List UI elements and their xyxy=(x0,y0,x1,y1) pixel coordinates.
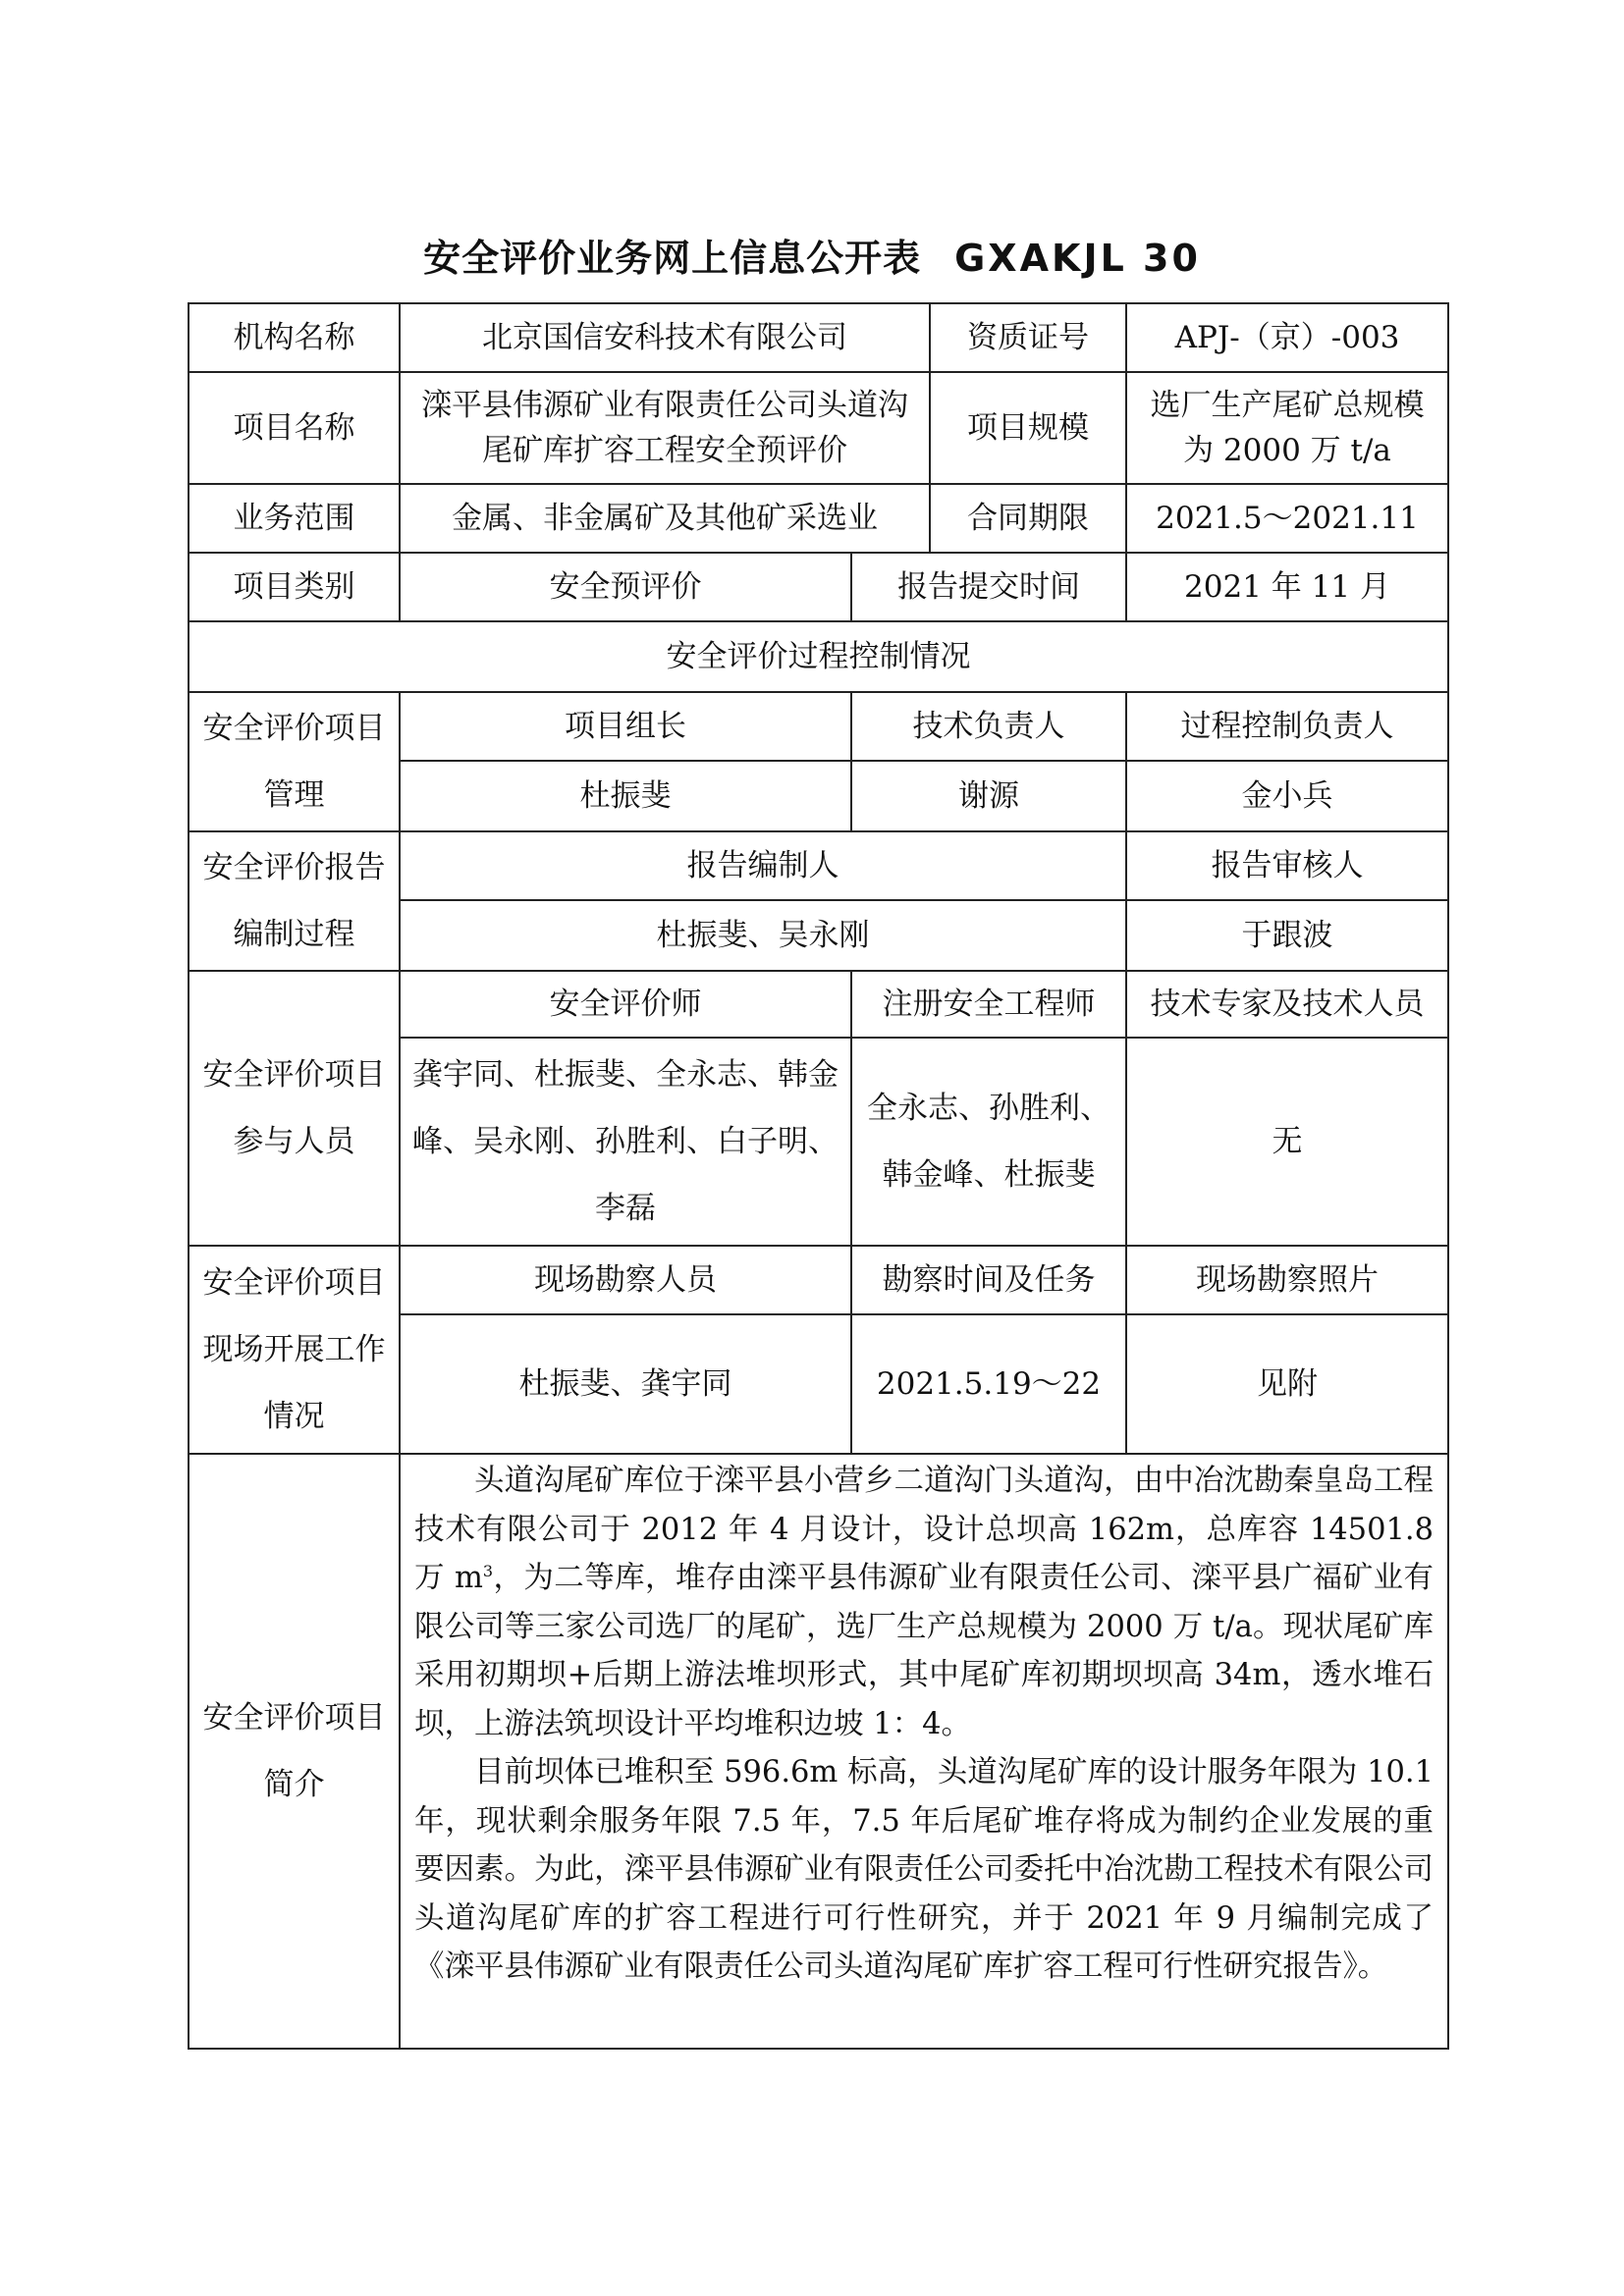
report-reviewer: 于跟波 xyxy=(1126,900,1448,971)
scope-value: 金属、非金属矿及其他矿采选业 xyxy=(400,484,930,553)
contract-label: 合同期限 xyxy=(930,484,1126,553)
participants-engineers: 全永志、孙胜利、韩金峰、杜振斐 xyxy=(851,1038,1126,1246)
intro-text xyxy=(400,1454,1448,2049)
process-header: 安全评价过程控制情况 xyxy=(189,621,1448,692)
mgmt-label: 安全评价项目管理 xyxy=(189,692,400,831)
intro-label: 安全评价项目简介 xyxy=(189,1454,400,2049)
intro-p1-part-b: ，为二等库，堆存由滦平县伟源矿业有限责任公司、滦平县广福矿业有限公司等三家公司选厂的尾矿，选厂生产总规模为 2000 万 t/a。现状尾矿库采用初期坝+后期上游法堆坝形式，其中尾矿库初期坝坝高 34m，透水堆石坝，上游法筑坝设计平均堆积边坡 1：4。 xyxy=(414,1561,1434,1741)
contract-value: 2021.5～2021.11 xyxy=(1126,484,1448,553)
form-code: GXAKJL 30 xyxy=(954,237,1201,280)
report-header-reviewer: 报告审核人 xyxy=(1126,831,1448,900)
participants-header-engineer: 注册安全工程师 xyxy=(851,971,1126,1038)
cert-label: 资质证号 xyxy=(930,303,1126,372)
document-title xyxy=(0,228,1624,282)
participants-header-evaluator: 安全评价师 xyxy=(400,971,851,1038)
participants-header-expert: 技术专家及技术人员 xyxy=(1126,971,1448,1038)
site-time: 2021.5.19～22 xyxy=(851,1314,1126,1454)
participants-experts: 无 xyxy=(1126,1038,1448,1246)
scale-value: 选厂生产尾矿总规模为 2000 万 t/a xyxy=(1126,372,1448,484)
mgmt-leader: 杜振斐 xyxy=(400,761,851,831)
participants-label: 安全评价项目参与人员 xyxy=(189,971,400,1246)
site-photo: 见附 xyxy=(1126,1314,1448,1454)
report-header-author: 报告编制人 xyxy=(400,831,1126,900)
intro-paragraph-1 xyxy=(414,1457,1434,1748)
mgmt-header-leader: 项目组长 xyxy=(400,692,851,761)
info-table xyxy=(188,302,1449,2050)
mgmt-tech: 谢源 xyxy=(851,761,1126,831)
submit-value: 2021 年 11 月 xyxy=(1126,553,1448,621)
org-value: 北京国信安科技术有限公司 xyxy=(400,303,930,372)
cert-value: APJ-（京）-003 xyxy=(1126,303,1448,372)
site-header-staff: 现场勘察人员 xyxy=(400,1246,851,1314)
mgmt-header-tech: 技术负责人 xyxy=(851,692,1126,761)
site-label: 安全评价项目现场开展工作情况 xyxy=(189,1246,400,1454)
intro-p1-superscript: 3 xyxy=(482,1561,494,1580)
intro-p1-part-a: 头道沟尾矿库位于滦平县小营乡二道沟门头道沟，由中冶沈勘秦皇岛工程技术有限公司于 2012 年 4 月设计，设计总坝高 162m，总库容 14501.8 万 m xyxy=(414,1464,1434,1595)
scale-label: 项目规模 xyxy=(930,372,1126,484)
mgmt-control: 金小兵 xyxy=(1126,761,1448,831)
project-name-value: 滦平县伟源矿业有限责任公司头道沟尾矿库扩容工程安全预评价 xyxy=(400,372,930,484)
category-label: 项目类别 xyxy=(189,553,400,621)
org-label: 机构名称 xyxy=(189,303,400,372)
submit-label: 报告提交时间 xyxy=(851,553,1126,621)
category-value: 安全预评价 xyxy=(400,553,851,621)
participants-evaluators: 龚宇同、杜振斐、全永志、韩金峰、吴永刚、孙胜利、白子明、李磊 xyxy=(400,1038,851,1246)
site-staff: 杜振斐、龚宇同 xyxy=(400,1314,851,1454)
site-header-photo: 现场勘察照片 xyxy=(1126,1246,1448,1314)
report-label: 安全评价报告编制过程 xyxy=(189,831,400,971)
mgmt-header-control: 过程控制负责人 xyxy=(1126,692,1448,761)
title-text: 安全评价业务网上信息公开表 xyxy=(423,237,922,280)
site-header-time: 勘察时间及任务 xyxy=(851,1246,1126,1314)
scope-label: 业务范围 xyxy=(189,484,400,553)
intro-paragraph-2: 目前坝体已堆积至 596.6m 标高，头道沟尾矿库的设计服务年限为 10.1 年，现状剩余服务年限 7.5 年，7.5 年后尾矿堆存将成为制约企业发展的重要因素。为此，滦平县伟源矿业有限责任公司委托中冶沈勘工程技术有限公司头道沟尾矿库的扩容工程进行可行性研究，并于 2021 年 9 月编制完成了《滦平县伟源矿业有限责任公司头道沟尾矿库扩容工程可行性研究报告》。 xyxy=(414,1755,1434,1984)
project-name-label: 项目名称 xyxy=(189,372,400,484)
report-authors: 杜振斐、吴永刚 xyxy=(400,900,1126,971)
